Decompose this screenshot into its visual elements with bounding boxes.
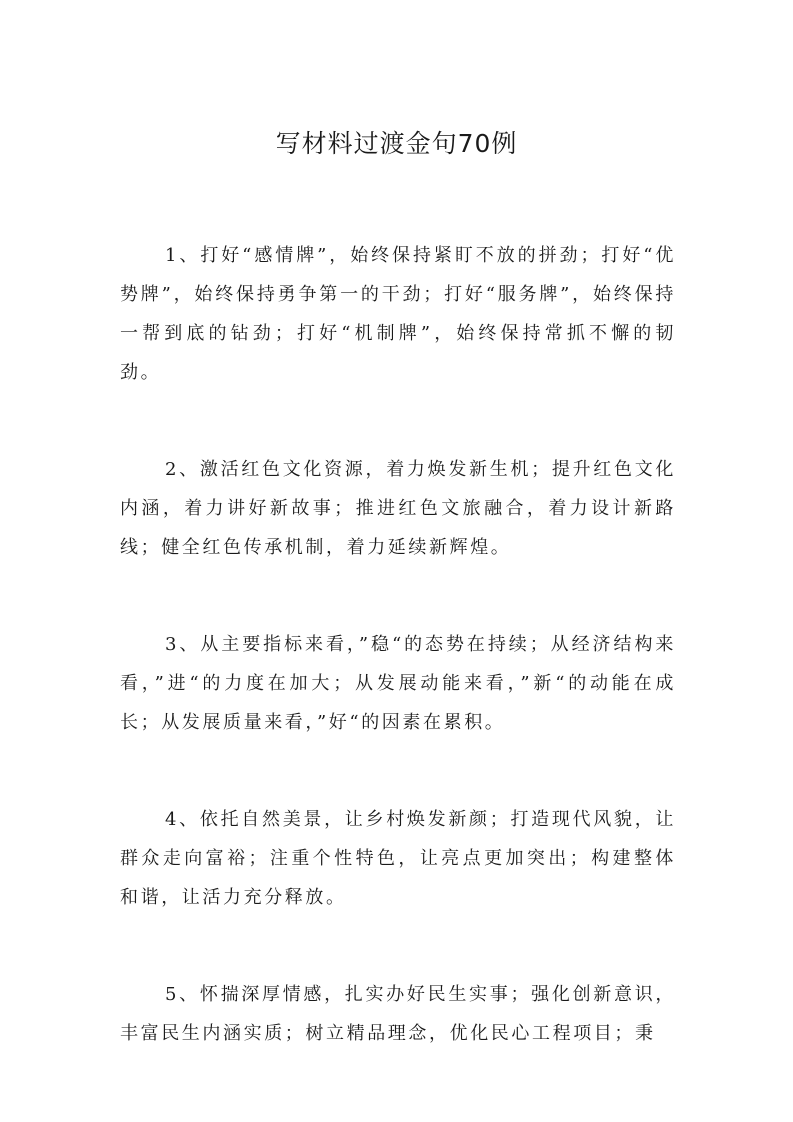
document-body [120,236,676,1111]
paragraph-1: 1、打好“感情牌”，始终保持紧盯不放的拼劲；打好“优势牌”，始终保持勇争第一的干劲；打好“服务牌”，始终保持一帮到底的钻劲；打好“机制牌”，始终保持常抓不懈的韧劲。 [120,245,676,383]
paragraph-5: 5、怀揣深厚情感，扎实办好民生实事；强化创新意识，丰富民生内涵实质；树立精品理念，优化民心工程项目；秉 [120,984,676,1044]
paragraph-2: 2、激活红色文化资源，着力焕发新生机；提升红色文化内涵，着力讲好新故事；推进红色文旅融合，着力设计新路线；健全红色传承机制，着力延续新辉煌。 [120,459,676,558]
paragraph-3: 3、从主要指标来看，”稳“的态势在持续；从经济结构来看，”进“的力度在加大；从发展动能来看，”新“的动能在成长；从发展质量来看，”好“的因素在累积。 [120,634,676,733]
document-title: 写材料过渡金句70例 [275,129,518,158]
paragraph-4: 4、依托自然美景，让乡村焕发新颜；打造现代风貌，让群众走向富裕；注重个性特色，让亮点更加突出；构建整体和谐，让活力充分释放。 [120,809,676,908]
